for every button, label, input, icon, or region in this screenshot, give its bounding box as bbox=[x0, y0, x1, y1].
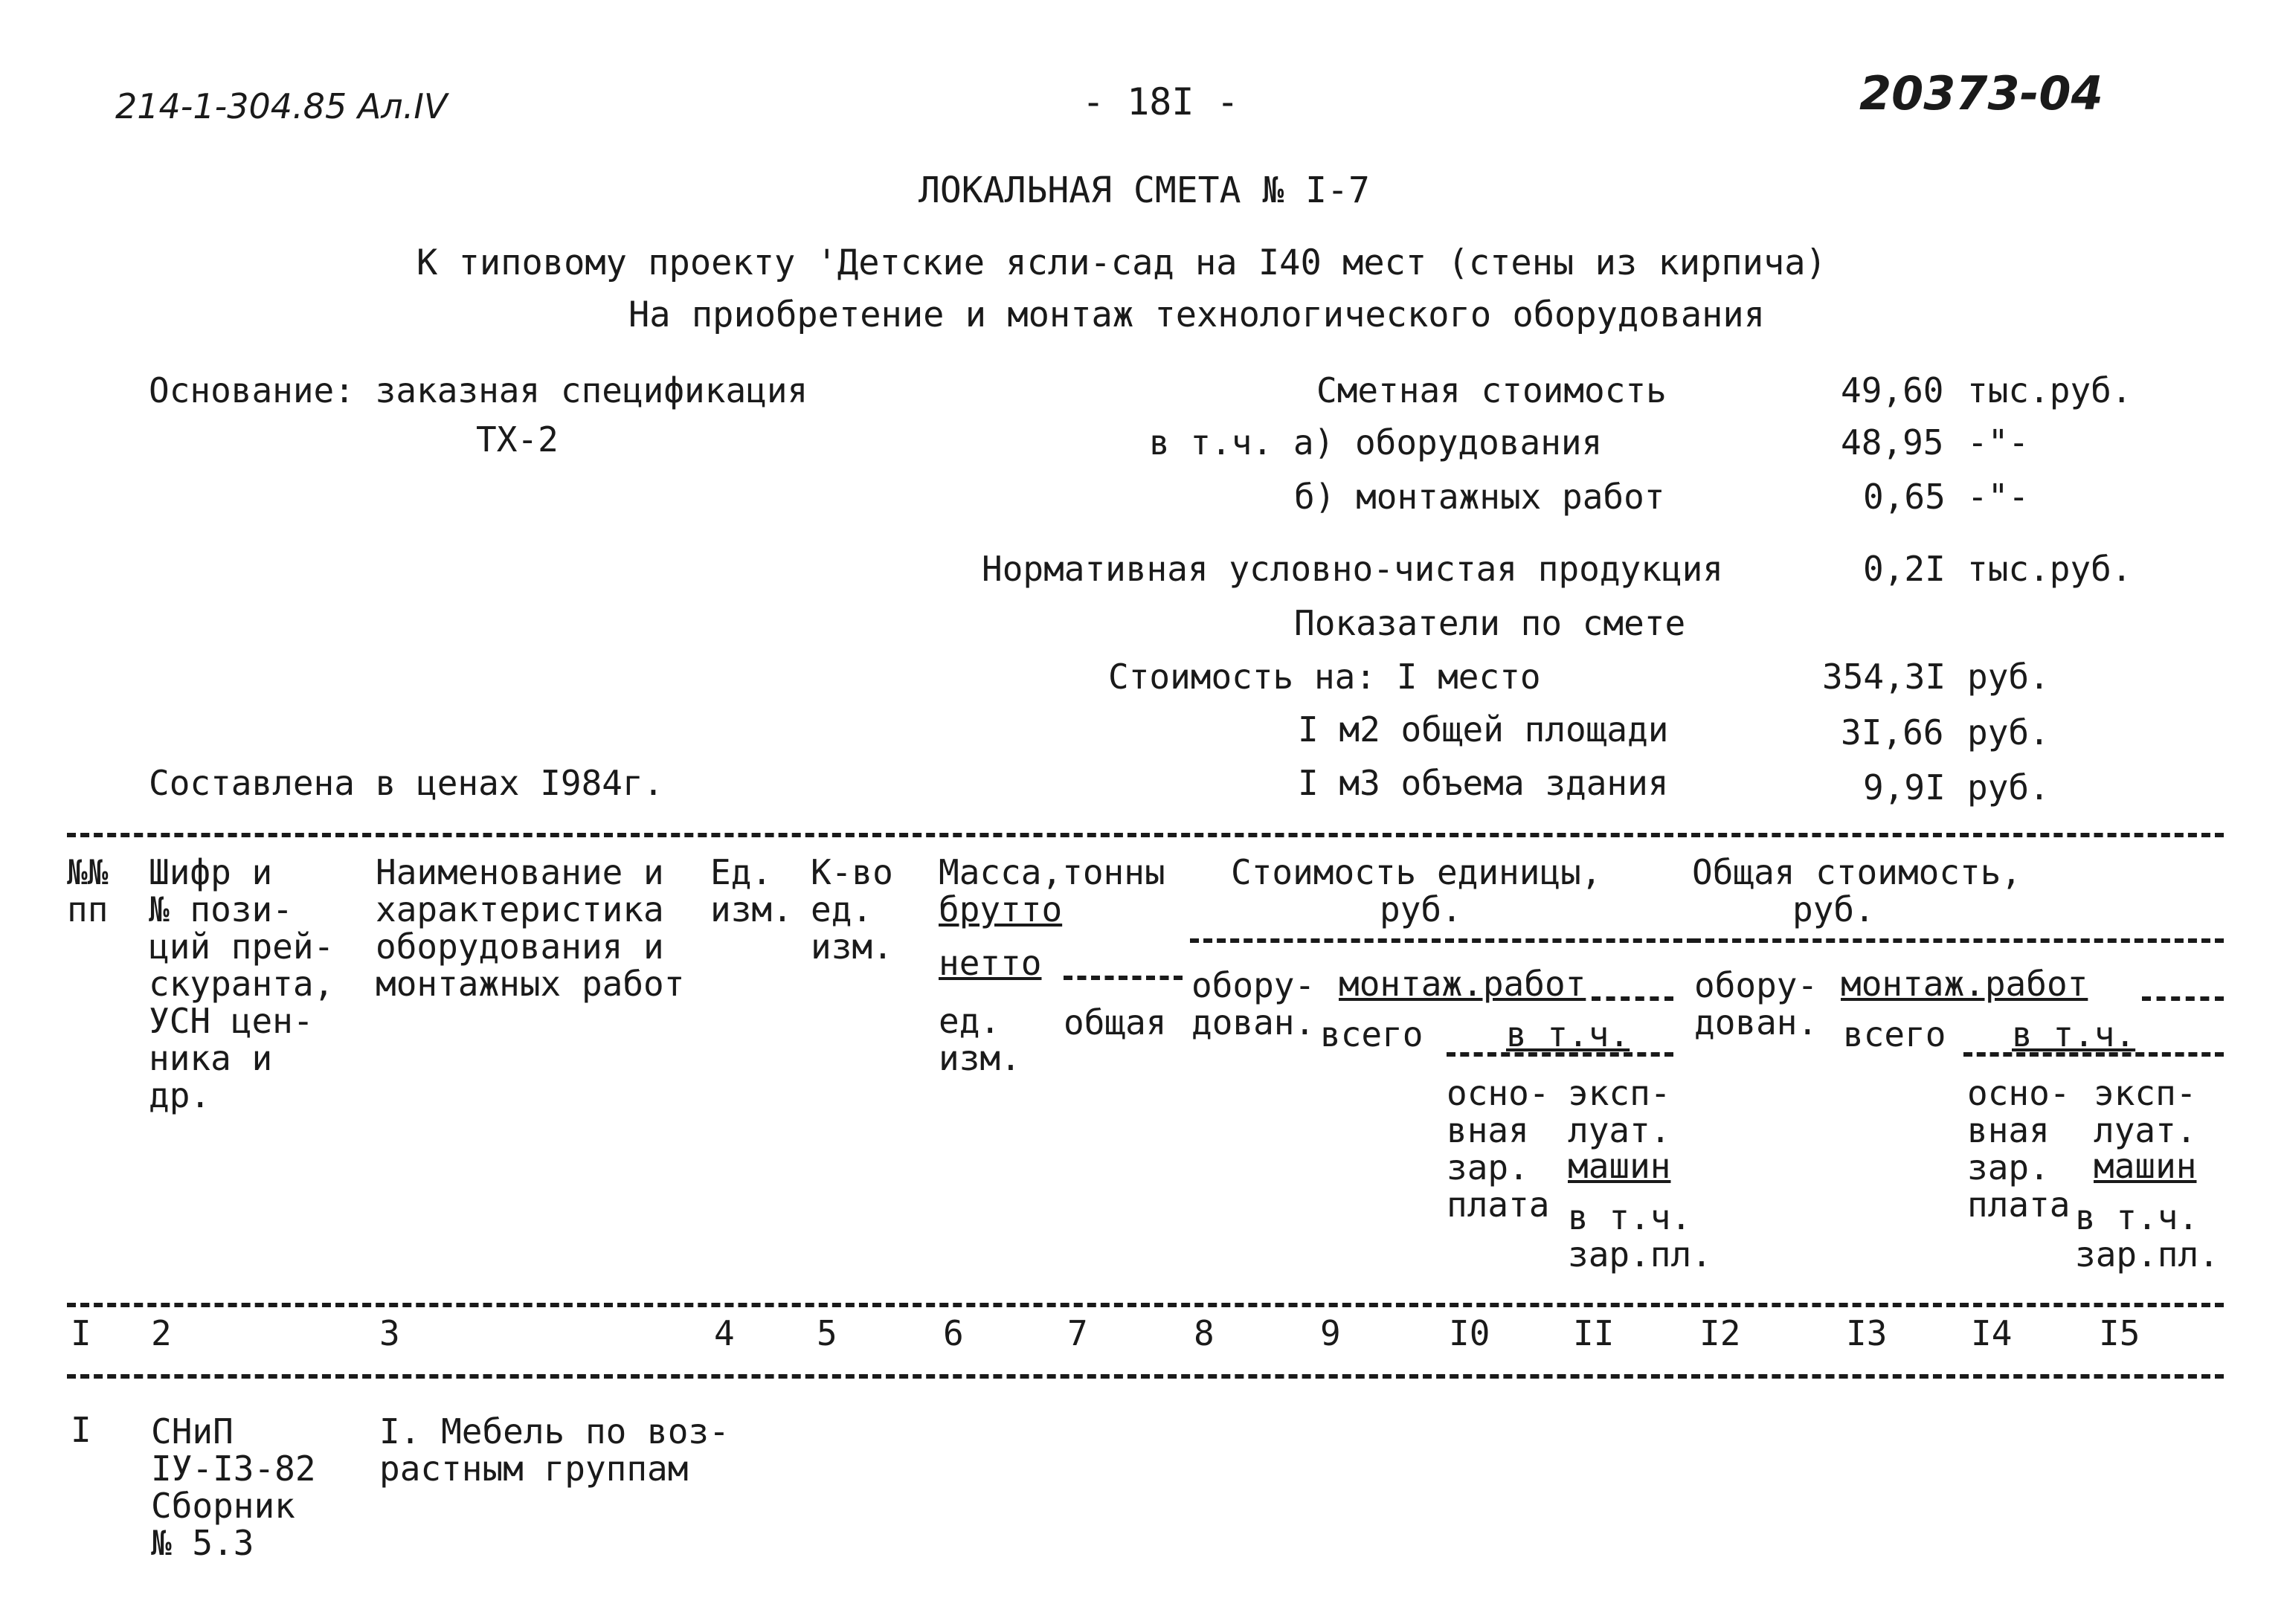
header-unit-installation: монтаж.работ bbox=[1339, 964, 1586, 1004]
column-numbers-rule bbox=[67, 1374, 2224, 1379]
header-total-machines: эксп- луат. bbox=[2094, 1073, 2197, 1150]
equipment-label: в т.ч. а) оборудования bbox=[1149, 422, 1603, 463]
installation-value: 0,65 bbox=[1863, 477, 1946, 517]
project-title: К типовому проекту 'Детские ясли-сад на I40 мест (стены из кирпича) bbox=[416, 242, 1827, 283]
header-total-machines-word: машин bbox=[2094, 1146, 2197, 1186]
equipment-value: 48,95 bbox=[1841, 422, 1944, 463]
row-name: I. Мебель по воз- растным группам bbox=[379, 1411, 730, 1489]
table-top-rule bbox=[67, 833, 2224, 837]
header-total-equipment: обору- дован. bbox=[1694, 965, 1818, 1043]
header-unit-machines-word: машин bbox=[1568, 1146, 1671, 1186]
header-unit-incl: в т.ч. bbox=[1506, 1014, 1630, 1054]
installation-label: б) монтажных работ bbox=[1294, 477, 1665, 517]
column-number: 3 bbox=[379, 1313, 400, 1353]
column-number: 2 bbox=[151, 1313, 172, 1353]
document-code-note: 20373-04 bbox=[1859, 66, 2103, 120]
header-total-cost-rub: руб. bbox=[1792, 889, 1875, 929]
cost-unit: тыс.руб. bbox=[1967, 370, 2132, 410]
header-unit-equipment: обору- дован. bbox=[1191, 965, 1316, 1043]
per-place-label: Стоимость на: I место bbox=[1108, 657, 1541, 697]
header-total-incl: в т.ч. bbox=[2012, 1014, 2136, 1054]
basis-code: ТХ-2 bbox=[476, 419, 559, 460]
equipment-unit: -"- bbox=[1967, 422, 2030, 463]
per-place-value: 354,3I bbox=[1822, 657, 1946, 697]
header-unit-installation-all: всего bbox=[1320, 1014, 1424, 1054]
cost-label: Сметная стоимость bbox=[1316, 370, 1667, 410]
header-mass-brutto: брутто bbox=[939, 889, 1063, 929]
per-place-unit: руб. bbox=[1967, 657, 2050, 697]
unit-incl-rule bbox=[1447, 1052, 1673, 1057]
column-number: I0 bbox=[1449, 1313, 1490, 1353]
mass-sub-rule bbox=[1064, 976, 1183, 980]
per-m3-value: 9,9I bbox=[1863, 767, 1946, 808]
column-number: I5 bbox=[2099, 1313, 2140, 1353]
column-number: 5 bbox=[817, 1313, 837, 1353]
row-code: СНиП IУ-I3-82 Сборник № 5.3 bbox=[151, 1411, 316, 1563]
total-incl-rule bbox=[1963, 1052, 2224, 1057]
header-total-cost: Общая стоимость, bbox=[1692, 852, 2022, 892]
header-mass-total: общая bbox=[1064, 1002, 1167, 1043]
per-m3-label: I м3 объема здания bbox=[1298, 763, 1669, 803]
cost-value: 49,60 bbox=[1841, 370, 1944, 410]
header-quantity: К-во ед. изм. bbox=[811, 852, 893, 967]
page-title: ЛОКАЛЬНАЯ СМЕТА № I-7 bbox=[919, 170, 1370, 211]
basis-label: Основание: заказная спецификация bbox=[149, 370, 808, 410]
header-unit-machines: эксп- луат. bbox=[1568, 1073, 1671, 1150]
header-unit-base-pay: осно- вная зар. плата bbox=[1447, 1073, 1550, 1225]
per-m2-value: 3I,66 bbox=[1841, 712, 1944, 753]
prices-note: Составлена в ценах I984г. bbox=[149, 763, 664, 803]
normative-label: Нормативная условно-чистая продукция bbox=[982, 549, 1723, 589]
archive-note: 214-1-304.85 Ал.IV bbox=[115, 86, 448, 126]
column-number: 4 bbox=[714, 1313, 735, 1353]
header-total-machine-pay: в т.ч. зар.пл. bbox=[2075, 1197, 2219, 1275]
per-m2-label: I м2 общей площади bbox=[1298, 709, 1669, 750]
column-number: 6 bbox=[943, 1313, 964, 1353]
indicators-heading: Показатели по смете bbox=[1294, 603, 1686, 643]
header-code: Шифр и № пози- ций прей- скуранта, УСН цен- ника и др. bbox=[149, 852, 335, 1115]
header-mass-netto: нетто bbox=[939, 943, 1042, 983]
column-number: I2 bbox=[1699, 1313, 1741, 1353]
header-unit-cost: Стоимость единицы, bbox=[1231, 852, 1602, 892]
header-name: Наименование и характеристика оборудования и монтажных работ bbox=[376, 852, 685, 1004]
header-mass: Масса,тонны bbox=[939, 852, 1165, 892]
header-total-installation-all: всего bbox=[1843, 1014, 1946, 1054]
header-bottom-rule bbox=[67, 1303, 2224, 1307]
page-number: - 18I - bbox=[1082, 80, 1239, 123]
header-total-base-pay: осно- вная зар. плата bbox=[1967, 1073, 2071, 1225]
project-subtitle: На приобретение и монтаж технологического оборудования bbox=[628, 294, 1766, 335]
normative-unit: тыс.руб. bbox=[1967, 549, 2132, 589]
total-cost-rule bbox=[1692, 938, 2224, 943]
header-unit-cost-rub: руб. bbox=[1380, 889, 1462, 929]
row-number: I bbox=[71, 1410, 91, 1450]
column-number: 8 bbox=[1194, 1313, 1215, 1353]
per-m3-unit: руб. bbox=[1967, 767, 2050, 808]
header-mass-per-unit: ед. изм. bbox=[939, 1001, 1021, 1078]
total-installation-rule bbox=[2142, 996, 2224, 1001]
header-row-number: №№ пп bbox=[67, 852, 109, 929]
installation-unit: -"- bbox=[1967, 477, 2030, 517]
per-m2-unit: руб. bbox=[1967, 712, 2050, 753]
header-unit-machine-pay: в т.ч. зар.пл. bbox=[1568, 1197, 1712, 1275]
unit-installation-rule bbox=[1592, 996, 1673, 1001]
header-total-installation: монтаж.работ bbox=[1841, 964, 2088, 1004]
normative-value: 0,2I bbox=[1863, 549, 1946, 589]
column-number: II bbox=[1573, 1313, 1615, 1353]
column-number: 7 bbox=[1067, 1313, 1088, 1353]
column-number: I3 bbox=[1846, 1313, 1888, 1353]
column-number: I4 bbox=[1971, 1313, 2013, 1353]
column-number: 9 bbox=[1320, 1313, 1341, 1353]
unit-cost-rule bbox=[1190, 938, 1696, 943]
header-unit: Ед. изм. bbox=[710, 852, 793, 929]
column-number: I bbox=[71, 1313, 91, 1353]
